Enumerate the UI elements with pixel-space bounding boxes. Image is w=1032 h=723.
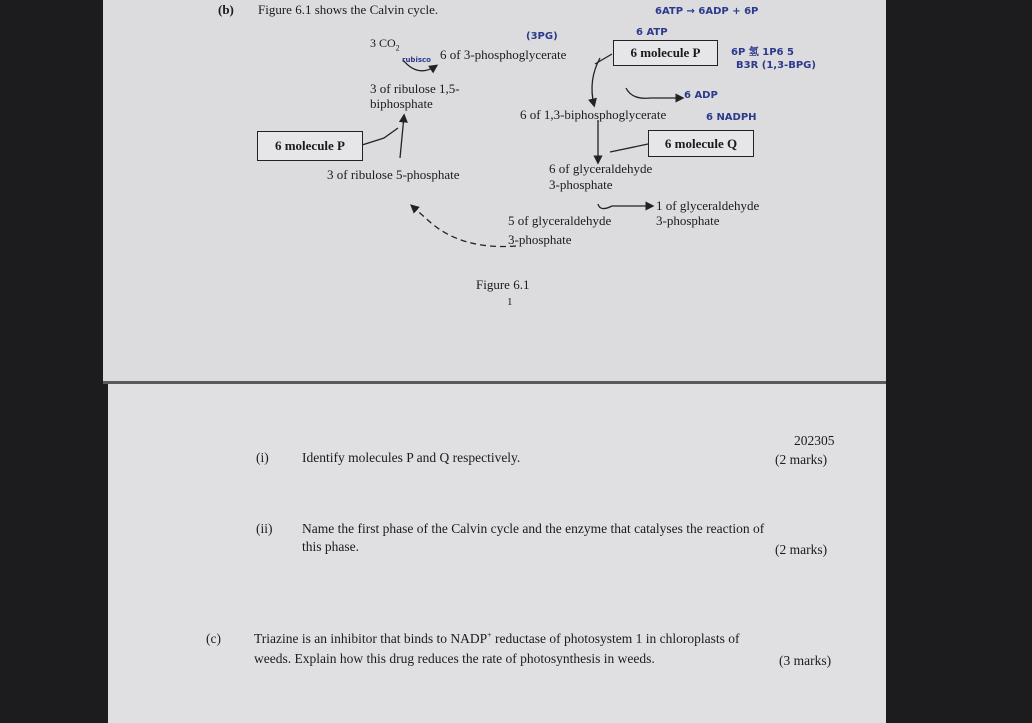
rubp-label-line2: biphosphate	[370, 96, 433, 111]
figure-caption: Figure 6.1	[476, 277, 530, 292]
arrow-g3p-out	[598, 204, 652, 209]
pga-label: 6 of 3-phosphoglycerate	[440, 47, 567, 62]
question-c-text-line2: weeds. Explain how this drug reduces the rate of photosynthesis in weeds.	[254, 651, 655, 666]
molecule-q-box: 6 molecule Q	[648, 130, 754, 157]
g3p-5-line1: 5 of glyceraldehyde	[508, 213, 612, 228]
arrow-box-p-in	[595, 54, 612, 64]
bpg-label: 6 of 1,3-biphosphoglycerate	[520, 107, 667, 122]
g3p-6-line2: 3-phosphate	[549, 177, 613, 192]
arrow-box-q-in	[610, 144, 648, 152]
rubp-label-line1: 3 of ribulose 1,5-	[370, 81, 460, 96]
question-c-number: (c)	[206, 631, 221, 646]
handwritten-3pg: (3PG)	[526, 31, 558, 42]
molecule-p-box-top: 6 molecule P	[613, 40, 718, 66]
handwritten-note-2: B3R (1,3-BPG)	[736, 60, 816, 71]
g3p-1-line1: 1 of glyceraldehyde	[656, 198, 760, 213]
handwritten-atp-equation: 6ATP → 6ADP + 6P	[655, 6, 759, 17]
question-c-marks: (3 marks)	[779, 653, 832, 668]
arrow-box-p-left-in	[362, 128, 398, 145]
arrow-g3p5-to-ru5p	[412, 206, 516, 247]
molecule-p-box-left: 6 molecule P	[257, 131, 363, 161]
figure-intro: Figure 6.1 shows the Calvin cycle.	[258, 2, 439, 17]
caption-mark: 1	[507, 296, 513, 308]
arrow-pga-to-bpg	[592, 58, 600, 105]
g3p-5-line2: 3-phosphate	[508, 232, 572, 247]
question-ii-marks: (2 marks)	[775, 542, 828, 557]
part-b-label: (b)	[218, 2, 234, 17]
ru5p-label: 3 of ribulose 5-phosphate	[327, 167, 460, 182]
question-ii-text-line1: Name the first phase of the Calvin cycle and the enzyme that catalyses the reaction of	[302, 521, 765, 536]
handwritten-nadph: 6 NADPH	[706, 112, 757, 123]
question-i-number: (i)	[256, 450, 269, 465]
g3p-6-line1: 6 of glyceraldehyde	[549, 161, 653, 176]
handwritten-6adp: 6 ADP	[684, 90, 718, 101]
arrow-bpg-branch	[626, 88, 682, 98]
g3p-1-line2: 3-phosphate	[656, 213, 720, 228]
question-i-text: Identify molecules P and Q respectively.	[302, 450, 521, 465]
co2-label: 3 $CO_2$	[370, 36, 400, 53]
arrow-ru5p-to-rubp	[400, 116, 404, 158]
question-ii-number: (ii)	[256, 521, 273, 536]
question-i-marks: (2 marks)	[775, 452, 828, 467]
handwritten-note-1: 6P 氢 1P6 5	[731, 47, 794, 58]
handwritten-rubisco: rubisco	[402, 56, 431, 64]
paper-code: 202305	[794, 433, 835, 448]
handwritten-6atp: 6 ATP	[636, 27, 668, 38]
question-ii-text-line2: this phase.	[302, 539, 359, 554]
question-c-text-line1: Triazine is an inhibitor that binds to NADP+ reductase of photosystem 1 in chloroplasts of	[254, 630, 740, 646]
